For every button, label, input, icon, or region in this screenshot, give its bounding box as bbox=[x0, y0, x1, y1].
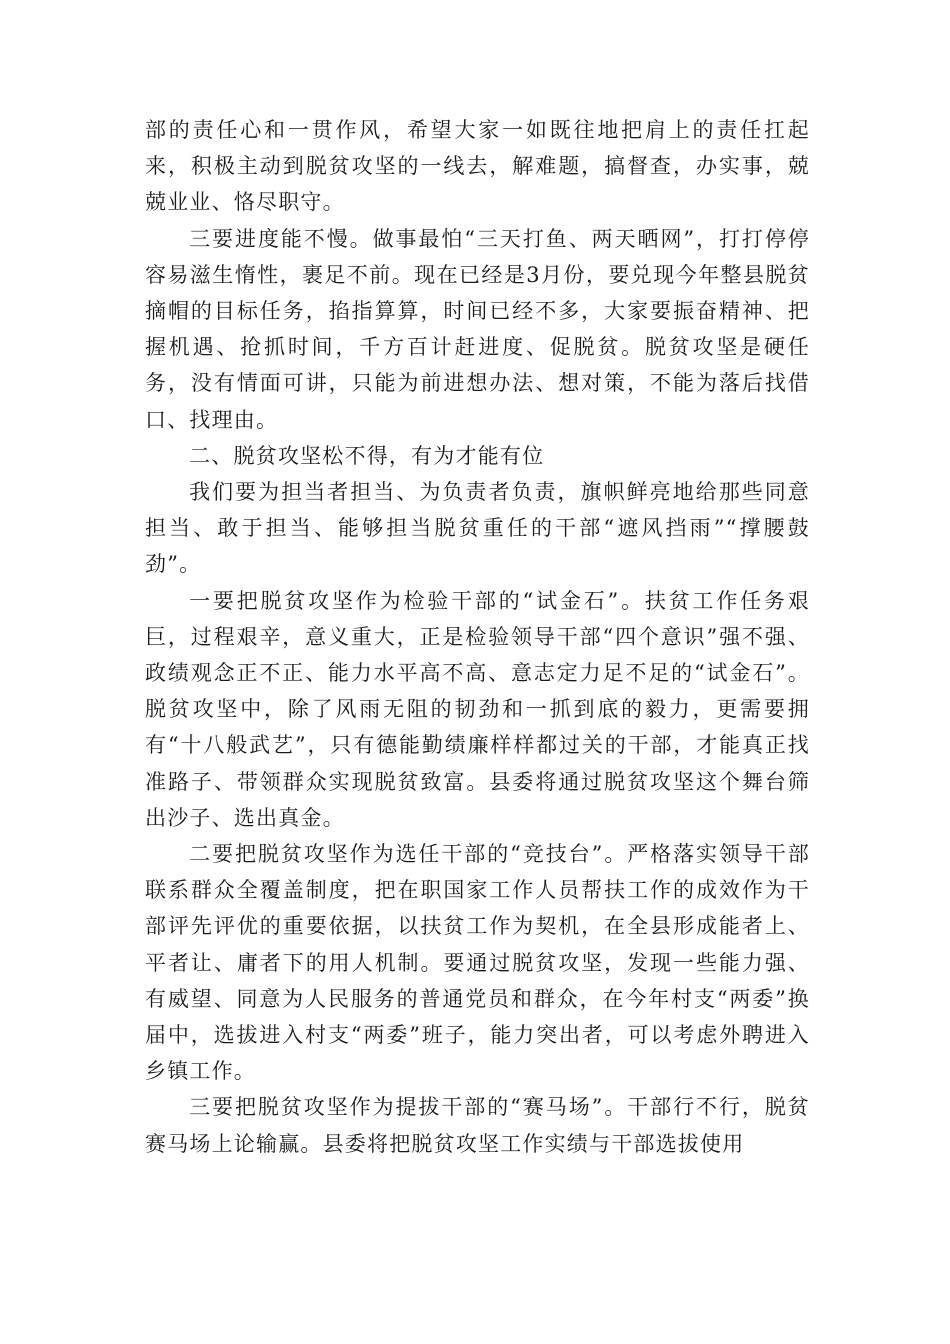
paragraph-5: 二要把脱贫攻坚作为选任干部的“竞技台”。严格落实领导干部联系群众全覆盖制度，把在职国家工作人员帮扶工作的成效作为干部评先评优的重要依据，以扶贫工作为契机，在全县形成能者上、平者让、庸者下的用人机制。要通过脱贫攻坚，发现一些能力强、有威望、同意为人民服务的普通党员和群众，在今年村支“两委”换届中，选拔进入村支“两委”班子，能力突出者，可以考虑外聘进入乡镇工作。 bbox=[145, 842, 810, 1084]
paragraph-6: 三要把脱贫攻坚作为提拔干部的“赛马场”。干部行不行，脱贫赛马场上论输赢。县委将把脱贫攻坚工作实绩与干部选拔使用 bbox=[145, 1095, 810, 1156]
paragraph-4: 一要把脱贫攻坚作为检验干部的“试金石”。扶贫工作任务艰巨，过程艰辛，意义重大，正是检验领导干部“四个意识”强不强、政绩观念正不正、能力水平高不高、意志定力足不足的“试金石”。脱贫攻坚中，除了风雨无阻的韧劲和一抓到底的毅力，更需要拥有“十八般武艺”，只有德能勤绩廉样样都过关的干部，才能真正找准路子、带领群众实现脱贫致富。县委将通过脱贫攻坚这个舞台筛出沙子、选出真金。 bbox=[145, 588, 810, 830]
section-heading: 二、脱贫攻坚松不得，有为才能有位 bbox=[189, 443, 545, 468]
paragraph-2: 三要进度能不慢。做事最怕“三天打鱼、两天晒网”，打打停停容易滋生惰性，裹足不前。现在已经是3月份，要兑现今年整县脱贫摘帽的目标任务，掐指算算，时间已经不多，大家要振奋精神、把握机遇、抢抓时间，千方百计赶进度、促脱贫。脱贫攻坚是硬任务，没有情面可讲，只能为前进想办法、想对策，不能为落后找借口、找理由。 bbox=[145, 226, 810, 432]
paragraph-1: 部的责任心和一贯作风，希望大家一如既往地把肩上的责任扛起来，积极主动到脱贫攻坚的一线去，解难题，搞督查，办实事，兢兢业业、恪尽职守。 bbox=[145, 118, 810, 215]
document-body bbox=[145, 112, 810, 1162]
paragraph-3: 我们要为担当者担当、为负责者负责，旗帜鲜亮地给那些同意担当、敢于担当、能够担当脱贫重任的干部“遮风挡雨”“撑腰鼓劲”。 bbox=[145, 480, 810, 577]
